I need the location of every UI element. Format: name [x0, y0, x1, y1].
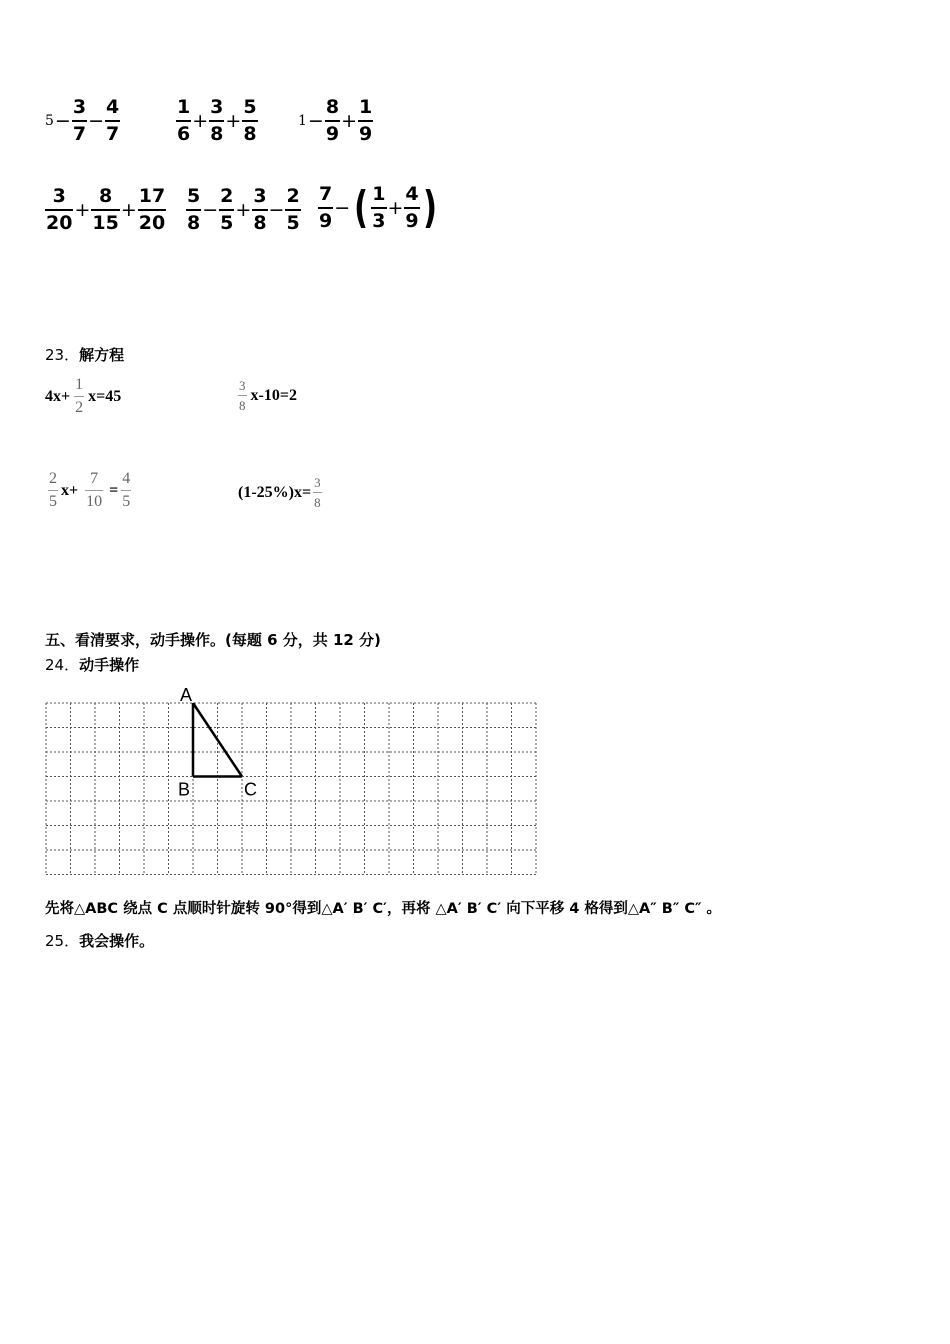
- expr-row2-2: [186, 187, 301, 233]
- lead-number: 5: [45, 113, 54, 129]
- operator: +: [120, 199, 137, 221]
- equation-1: 4x+ $\frac{1}{2}$ x=45: [45, 376, 122, 416]
- fraction: $\frac{2}{5}$: [220, 185, 234, 234]
- fraction: $\frac{1}{9}$: [359, 96, 373, 145]
- question-title: 解方程: [79, 346, 125, 364]
- fraction: $\frac{5}{8}$: [243, 96, 257, 145]
- operator: −: [307, 110, 324, 132]
- expr-row1-2: [176, 98, 258, 144]
- fraction: $\frac{8}{15}$: [92, 185, 119, 234]
- fraction: $\frac{4}{9}$: [405, 183, 419, 232]
- point-label-b: B: [178, 779, 191, 800]
- fraction: $\frac{17}{20}$: [138, 185, 166, 234]
- operator: +: [235, 199, 252, 221]
- equation-3: $\frac{2}{5}$ x+ $\frac{7}{10}$ = $\frac{4}{5}$: [49, 470, 131, 510]
- fraction: $\frac{1}{6}$: [177, 96, 191, 145]
- operator: −: [334, 197, 351, 219]
- q24-instruction: 先将△ABC 绕点 C 点顺时针旋转 90°得到△A′ B′ C′，再将 △A′ B′ C′ 向下平移 4 格得到△A″ B″ C″ 。: [45, 901, 722, 917]
- fraction: $\frac{3}{8}$: [239, 378, 246, 413]
- fraction: $\frac{2}{5}$: [49, 470, 57, 510]
- question-number: 25．: [45, 932, 80, 950]
- q23-heading: [45, 344, 124, 365]
- grid: [46, 703, 536, 875]
- expr-row1-3: [298, 98, 373, 144]
- q24-heading: [45, 654, 139, 675]
- fraction: $\frac{3}{8}$: [253, 185, 267, 234]
- fraction: $\frac{7}{10}$: [86, 470, 103, 510]
- point-label-c: C: [244, 779, 257, 800]
- fraction: $\frac{2}{5}$: [286, 185, 300, 234]
- fraction: $\frac{7}{9}$: [319, 183, 333, 232]
- operator: +: [74, 199, 91, 221]
- operator: +: [341, 110, 357, 132]
- fraction: $\frac{1}{3}$: [372, 183, 386, 232]
- grid-figure: [40, 682, 545, 878]
- q25-heading: [45, 930, 154, 951]
- operator: −: [268, 199, 285, 221]
- operator: +: [192, 110, 209, 132]
- fraction: $\frac{3}{8}$: [314, 475, 321, 510]
- equation-4: (1-25%)x= $\frac{3}{8}$: [238, 475, 321, 510]
- expr-row2-3: [318, 182, 440, 233]
- fraction: $\frac{4}{5}$: [122, 470, 131, 510]
- question-title: 动手操作: [79, 656, 140, 674]
- operator: −: [202, 199, 219, 221]
- question-number: 23．: [45, 346, 80, 364]
- fraction: $\frac{5}{8}$: [187, 185, 201, 234]
- fraction: $\frac{3}{20}$: [46, 185, 73, 234]
- left-paren: (: [354, 182, 369, 233]
- triangle-side-ac: [193, 703, 242, 777]
- section-5-title: 五、看清要求，动手操作。(每题 6 分，共 12 分): [45, 631, 381, 649]
- fraction: $\frac{1}{2}$: [75, 376, 84, 416]
- equation-2: $\frac{3}{8}$ x-10=2: [239, 378, 297, 413]
- question-title: 我会操作。: [79, 932, 155, 950]
- fraction: $\frac{3}{8}$: [210, 96, 224, 145]
- question-number: 24．: [45, 656, 80, 674]
- expr-row1-1: [45, 98, 120, 144]
- fraction: $\frac{8}{9}$: [325, 96, 340, 145]
- right-paren: ): [422, 182, 437, 233]
- operator: −: [54, 110, 71, 132]
- point-label-a: A: [180, 685, 193, 705]
- operator: +: [225, 110, 242, 132]
- operator: +: [387, 197, 404, 219]
- fraction: $\frac{4}{7}$: [106, 96, 120, 145]
- operator: −: [88, 110, 104, 132]
- lead-number: 1: [298, 113, 307, 129]
- fraction: $\frac{3}{7}$: [72, 96, 87, 145]
- expr-row2-1: [45, 187, 166, 233]
